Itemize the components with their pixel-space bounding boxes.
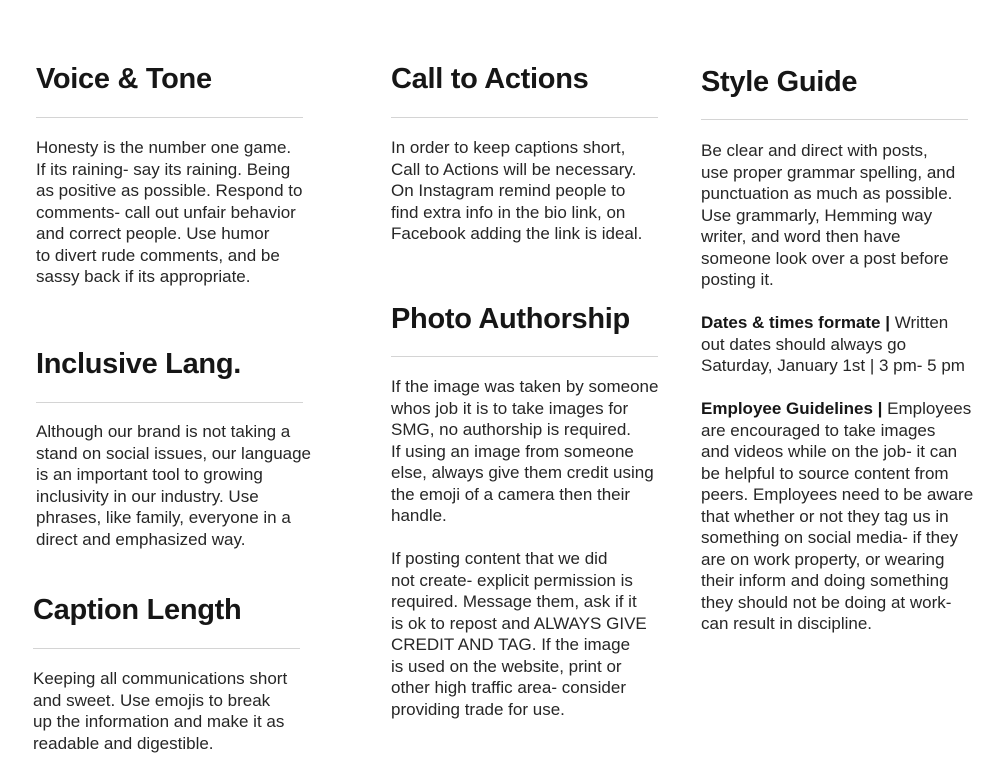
inclusive-lang-heading: Inclusive Lang. — [36, 348, 241, 380]
voice-tone-divider — [36, 117, 303, 118]
photo-authorship-heading: Photo Authorship — [391, 303, 630, 335]
call-to-actions-heading: Call to Actions — [391, 63, 589, 95]
employee-guidelines-paragraph — [701, 398, 991, 635]
photo-authorship-divider — [391, 356, 658, 357]
style-guide-body — [701, 140, 991, 635]
photo-authorship-section — [391, 302, 681, 336]
call-to-actions-divider — [391, 117, 658, 118]
style-guide-section — [701, 65, 991, 99]
call-to-actions-body: In order to keep captions short, Call to Actions will be necessary. On Instagram remind people to find extra info in the bio link, on Facebook adding the link is ideal. — [391, 138, 643, 243]
photo-authorship-body — [391, 376, 681, 720]
voice-tone-body: Honesty is the number one game. If its raining- say its raining. Being as positive as possible. Respond to comments- call out unfair behavior and correct people. Use humor to divert rude comments, and be sassy back if its appropriate. — [36, 138, 303, 286]
caption-length-divider — [33, 648, 300, 649]
caption-length-section — [33, 593, 323, 627]
inclusive-lang-body: Although our brand is not taking a stand on social issues, our language is an important tool to growing inclusivity in our industry. Use phrases, like family, everyone in a direct and emphasized way. — [36, 422, 312, 549]
dates-times-label: Dates & times formate | — [701, 313, 890, 332]
caption-length-body: Keeping all communications short and sweet. Use emojis to break up the information and make it as readable and digestible. — [33, 669, 288, 753]
photo-authorship-paragraph-2: If posting content that we did not create- explicit permission is required. Message them, ask if it is ok to repost and ALWAYS GIVE CREDIT AND TAG. If the image is used on the website, print or other high traffic area- consider providing trade for use. — [391, 549, 647, 719]
voice-tone-heading: Voice & Tone — [36, 63, 212, 95]
style-guide-divider — [701, 119, 968, 120]
caption-length-heading: Caption Length — [33, 594, 242, 626]
voice-tone-section — [36, 62, 326, 96]
dates-times-paragraph — [701, 312, 991, 377]
paragraph-spacer — [391, 527, 681, 549]
style-guide-heading: Style Guide — [701, 66, 858, 98]
dates-times-text: Written out dates should always go Saturday, January 1st | 3 pm- 5 pm — [701, 313, 965, 375]
employee-guidelines-label: Employee Guidelines | — [701, 399, 883, 418]
call-to-actions-section — [391, 62, 681, 96]
style-guide-paragraph: Be clear and direct with posts, use proper grammar spelling, and punctuation as much as possible. Use grammarly, Hemming way writer, and word then have someone look over a post before posting it. — [701, 141, 956, 289]
employee-guidelines-text: Employees are encouraged to take images and videos while on the job- it can be helpful to source content from peers. Employees need to be aware that whether or not they tag us in something on social media- if they are on work property, or wearing their inform and doing something they should not be doing at work- can result in discipline. — [701, 399, 974, 633]
inclusive-lang-section — [36, 347, 326, 381]
inclusive-lang-divider — [36, 402, 303, 403]
paragraph-spacer — [701, 377, 991, 399]
paragraph-spacer — [701, 291, 991, 313]
photo-authorship-paragraph-1: If the image was taken by someone whos job it is to take images for SMG, no authorship is required. If using an image from someone else, always give them credit using the emoji of a camera then their handle. — [391, 377, 659, 525]
